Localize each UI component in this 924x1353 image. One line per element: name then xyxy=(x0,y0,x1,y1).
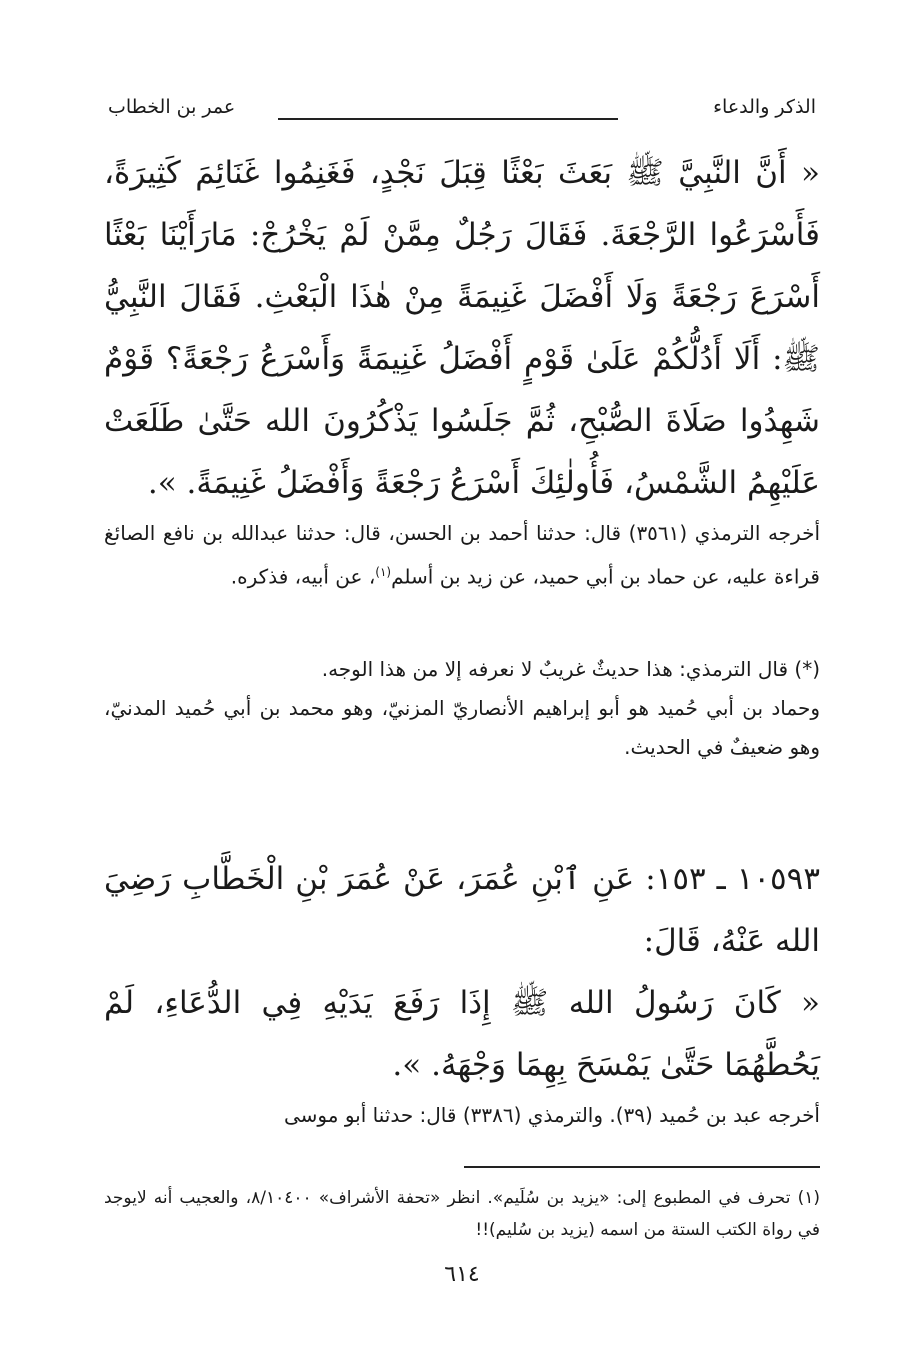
comment-line-2: وحماد بن أبي حُميد هو أبو إبراهيم الأنصاريّ المزنيّ، وهو محمد بن أبي حُميد المدنيّ، وهو ضعيفٌ في الحديث. xyxy=(104,696,820,759)
running-header xyxy=(108,96,816,130)
header-rule xyxy=(278,118,618,120)
hadith-2-text: « كَانَ رَسُولُ الله ﷺ إِذَا رَفَعَ يَدَيْهِ فِي الدُّعَاءِ، لَمْ يَحُطَّهُمَا حَتَّىٰ يَمْسَحَ بِهِمَا وَجْهَهُ. ». xyxy=(104,985,820,1083)
tirmidhi-comment xyxy=(104,650,820,767)
header-chapter-title: الذكر والدعاء xyxy=(713,96,816,118)
footnote-marker: (١) xyxy=(375,565,392,579)
takhrij-1-paragraph xyxy=(104,514,820,597)
takhrij-1 xyxy=(104,514,820,597)
footnote-1: (١) تحرف في المطبوع إلى: «يزيد بن سُلَيم». انظر «تحفة الأشراف» ٨/١٠٤٠٠، والعجيب أنه لايوجد في رواة الكتب الستة من اسمه (يزيد بن سُليم)!! xyxy=(104,1188,820,1240)
hadith-2-heading: ١٠٥٩٣ ـ ١٥٣: عَنِ ٱبْنِ عُمَرَ، عَنْ عُمَرَ بْنِ الْخَطَّابِ رَضِيَ الله عَنْهُ، قَالَ: xyxy=(104,861,820,959)
takhrij-1-text: أخرجه الترمذي (٣٥٦١) قال: حدثنا أحمد بن الحسن، قال: حدثنا عبدالله بن نافع الصائغ قراءة عليه، عن حماد بن أبي حميد، عن زيد بن أسلم xyxy=(104,521,820,589)
comment-line-1: (*) قال الترمذي: هذا حديثٌ غريبٌ لا نعرفه إلا من هذا الوجه. xyxy=(321,657,820,681)
hadith-1-text: « أَنَّ النَّبِيَّ ﷺ بَعَثَ بَعْثًا قِبَلَ نَجْدٍ، فَغَنِمُوا غَنَائِمَ كَثِيرَةً، فَأَسْرَعُوا الرَّجْعَةَ. فَقَالَ رَجُلٌ مِمَّنْ لَمْ يَخْرُجْ: مَارَأَيْنَا بَعْثًا أَسْرَعَ رَجْعَةً وَلَا أَفْضَلَ غَنِيمَةً مِنْ هٰذَا الْبَعْثِ. فَقَالَ النَّبِيُّ ﷺ: أَلَا أَدُلُّكُمْ عَلَىٰ قَوْمٍ أَفْضَلُ غَنِيمَةً وَأَسْرَعُ رَجْعَةً؟ قَوْمٌ شَهِدُوا صَلَاةَ الصُّبْحِ، ثُمَّ جَلَسُوا يَذْكُرُونَ الله حَتَّىٰ طَلَعَتْ عَلَيْهِمُ الشَّمْسُ، فَأُولٰئِكَ أَسْرَعُ رَجْعَةً وَأَفْضَلُ غَنِيمَةً. ». xyxy=(104,155,820,501)
takhrij-2: أخرجه عبد بن حُميد (٣٩). والترمذي (٣٣٨٦) قال: حدثنا أبو موسى xyxy=(283,1103,820,1127)
header-section-title: عمر بن الخطاب xyxy=(108,96,236,118)
page-number: ٦١٤ xyxy=(444,1262,480,1287)
takhrij-1-text-after: ، عن أبيه، فذكره. xyxy=(230,564,376,589)
footnote-rule xyxy=(464,1166,820,1168)
